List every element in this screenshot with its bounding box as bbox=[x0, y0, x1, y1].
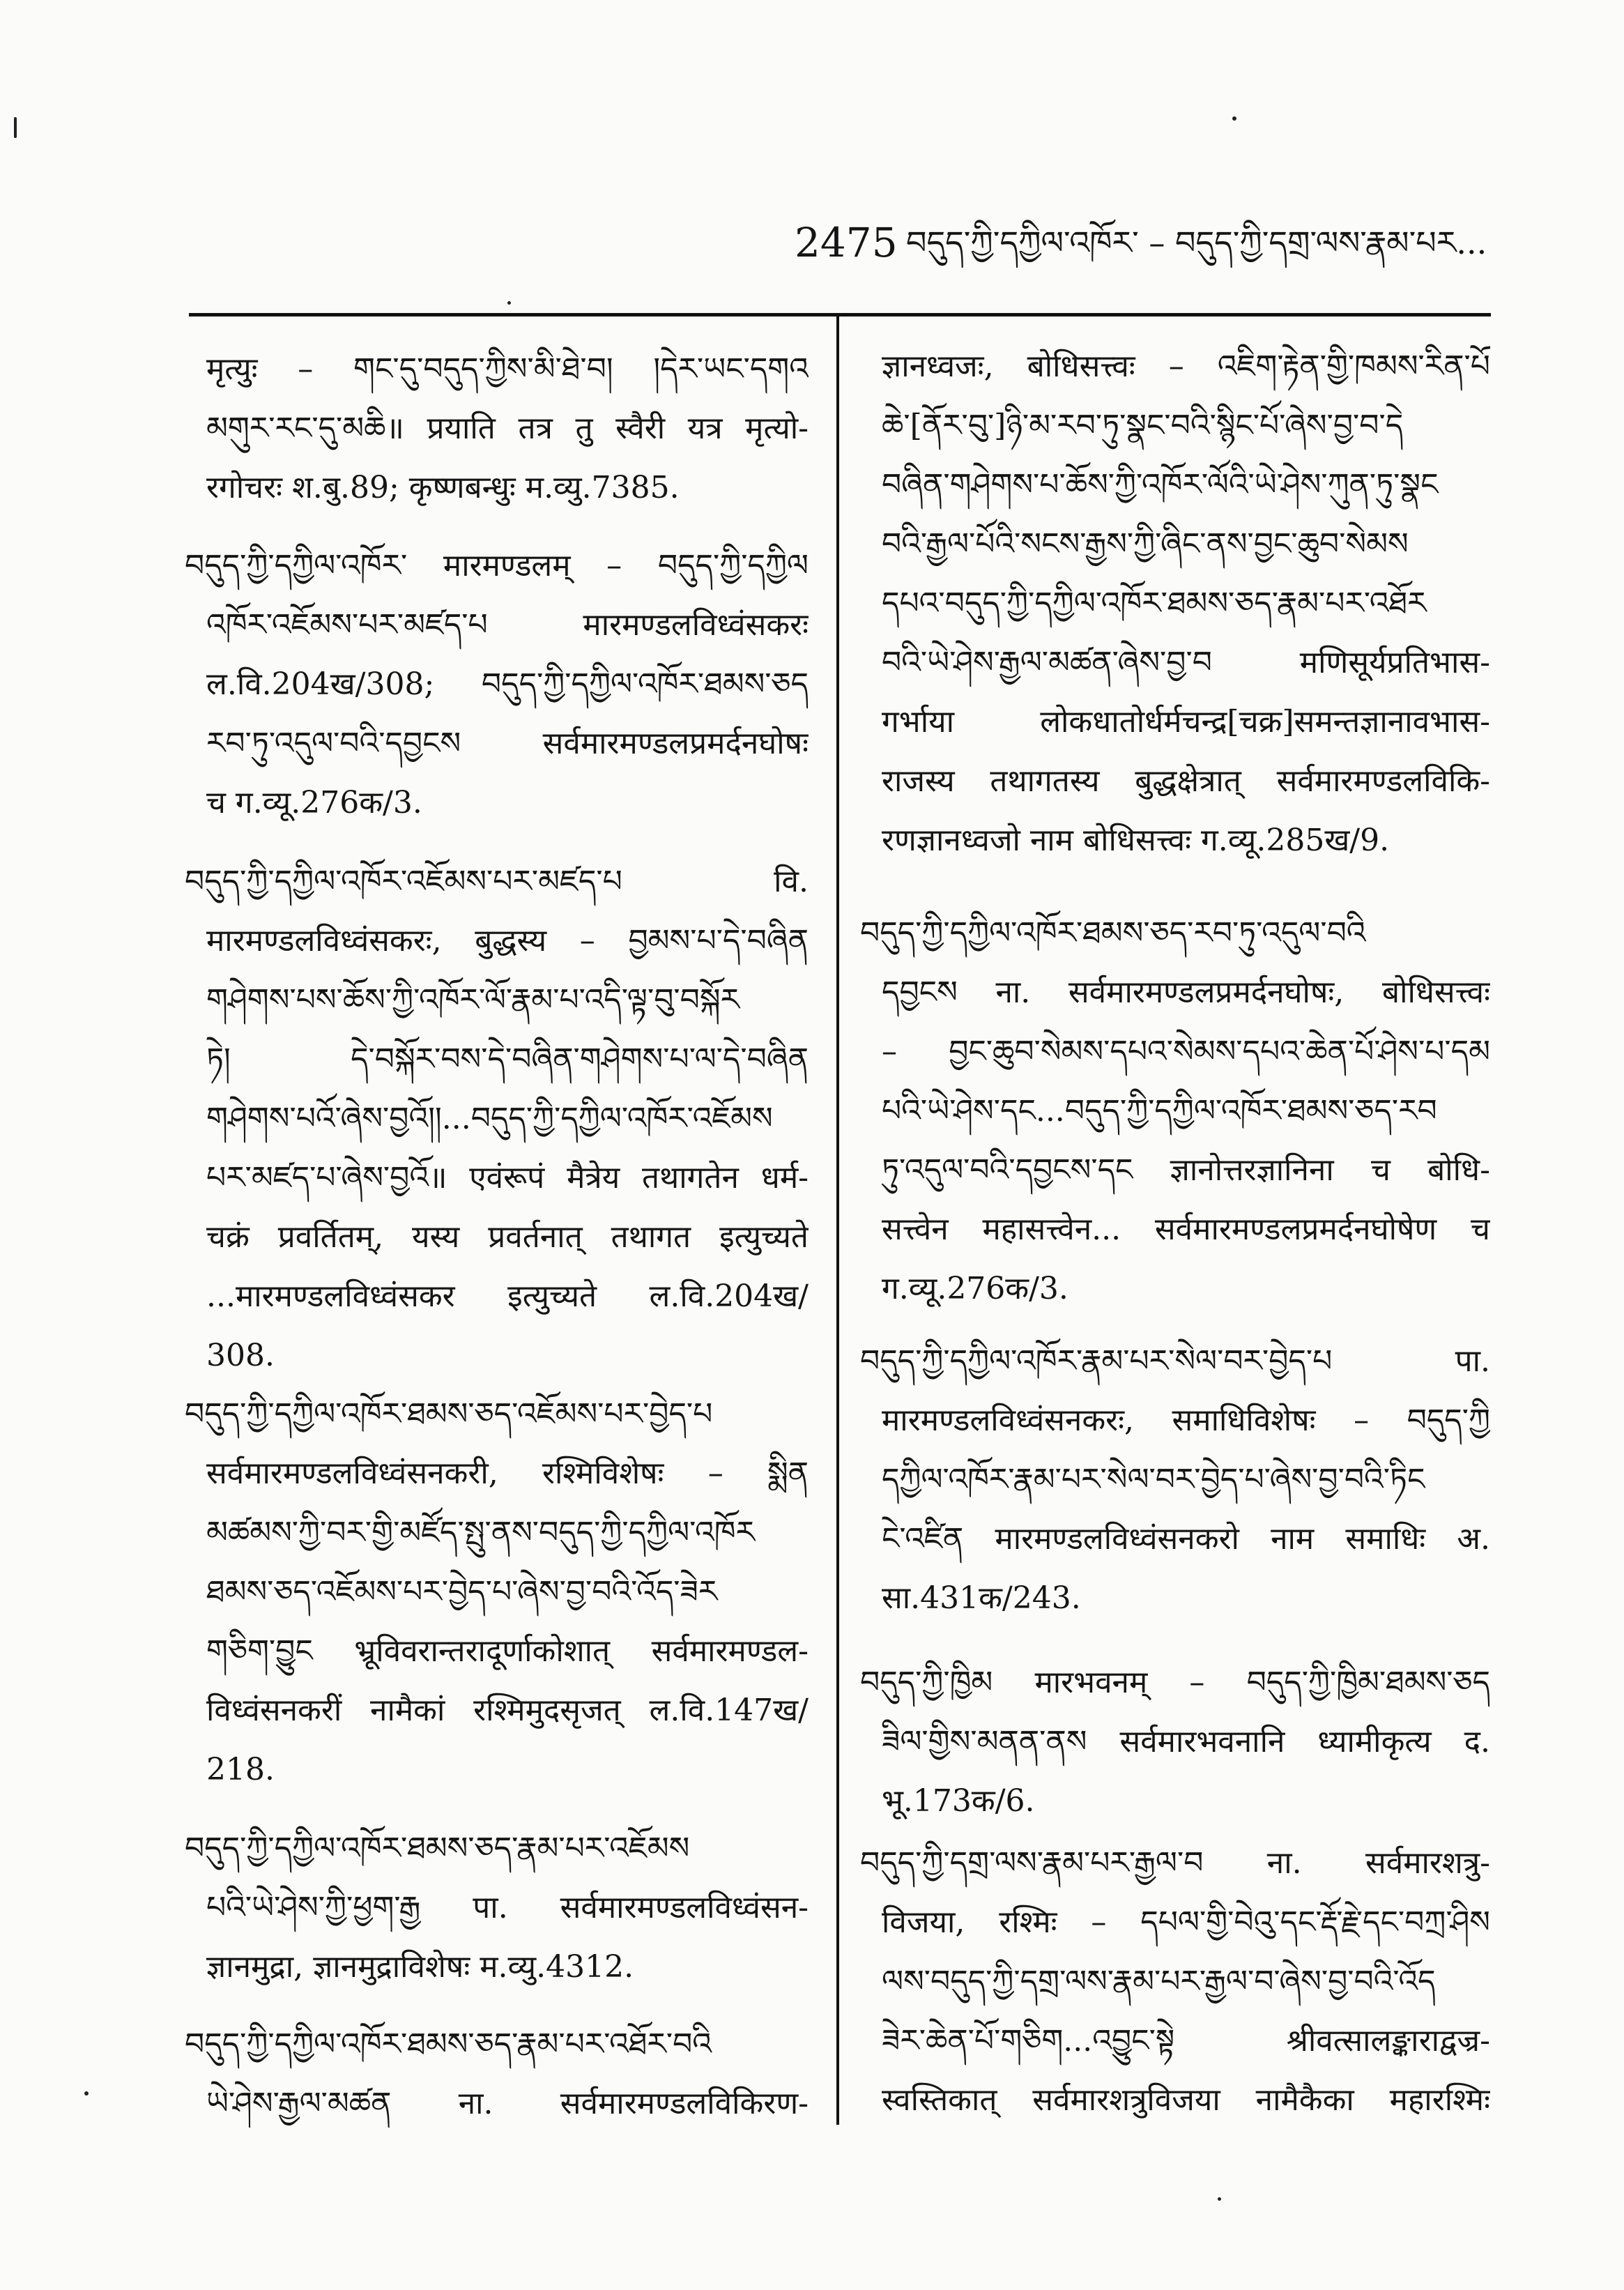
entry-line: འཁོར་འཇོམས་པར་མཛད་པ मारमण्डलविध्वंसकरः bbox=[206, 607, 809, 643]
entry-line: मारमण्डलविध्वंसनकरः, समाधिविशेषः – བདུད་ཀྱི bbox=[882, 1403, 1490, 1438]
dictionary-entry bbox=[185, 1384, 809, 1799]
entry-line: मारमण्डलविध्वंसकरः, बुद्धस्य – བྱམས་པ་དེ་བཞིན bbox=[206, 923, 809, 959]
entry-line: रणज्ञानध्वजो नाम बोधिसत्त्वः ग.व्यू.285ख/9. bbox=[882, 823, 1390, 858]
entry-line: स्वस्तिकात् सर्वमारशत्रुविजया नामैकैका महारश्मिः bbox=[882, 2082, 1490, 2118]
scan-speck bbox=[14, 117, 17, 138]
headword-line: བདུད་ཀྱི་ཁྱིམ मारभवनम् – བདུད་ཀྱི་ཁྱིམ་ཐམས་ཅད bbox=[860, 1665, 1490, 1700]
entry-line: ཏེ། དེ་བསྐོར་བས་དེ་བཞིན་གཤེགས་པ་ལ་དེ་བཞིན bbox=[206, 1041, 809, 1077]
entry-line: མགུར་རང་དུ་མཆི॥ प्रयाति तत्र तु स्वैरी यत्र मृत्यो- bbox=[206, 411, 809, 446]
column-divider bbox=[836, 314, 839, 2125]
headword-line: བདུད་ཀྱི་དཀྱིལ་འཁོར་ཐམས་ཅད་རྣམ་པར་འཇོམས bbox=[185, 1831, 690, 1866]
entry-line: विजया, रश्मिः – དཔལ་གྱི་བེའུ་དང་རྡོ་རྗེ་དང་བཀྲ་ཤིས bbox=[882, 1904, 1490, 1940]
headword-line: བདུད་ཀྱི་དཀྱིལ་འཁོར་འཇོམས་པར་མཛད་པ वि. bbox=[185, 864, 809, 899]
entry-line: रगोचरः श.बु.89; कृष्णबन्धुः म.व्यु.7385. bbox=[206, 470, 680, 505]
headword-line: བདུད་ཀྱི་དཀྱིལ་འཁོར་ཐམས་ཅད་འཇོམས་པར་བྱེད་པ bbox=[185, 1396, 713, 1432]
entry-line: ངེ་འཛིན मारमण्डलविध्वंसनकरो नाम समाधिः अ. bbox=[882, 1521, 1490, 1557]
entry-line: པར་མཛད་པ་ཞེས་བྱའོ॥ एवंरूपं मैत्रेय तथागतेन धर्म- bbox=[206, 1160, 809, 1196]
entry-line: ཟེར་ཆེན་པོ་གཅིག...འབྱུང་སྟེ श्रीवत्सालङ्काराद्वज्र- bbox=[882, 2023, 1490, 2059]
entry-line: ཆེ་[ནོར་བུ་]ཉི་མ་རབ་ཏུ་སྣང་བའི་སྙིང་པོ་ཞེས་བྱ་བ་དེ bbox=[882, 408, 1404, 443]
entry-line: ग.व्यू.276क/3. bbox=[882, 1271, 1068, 1306]
entry-line: བཞིན་གཤེགས་པ་ཆོས་ཀྱི་འཁོར་ལོའི་ཡེ་ཤེས་ཀུན་ཏུ་སྣང bbox=[882, 467, 1439, 503]
entry-line: ...मारमण्डलविध्वंसकर इत्युच्यते ल.वि.204ख/ bbox=[206, 1278, 809, 1314]
entry-line: सर्वमारमण्डलविध्वंसनकरी, रश्मिविशेषः – སྨིན bbox=[206, 1456, 809, 1491]
headword-line: བདུད་ཀྱི་དཀྱིལ་འཁོར་ཐམས་ཅད་རབ་ཏུ་འདུལ་བའི bbox=[860, 915, 1366, 951]
page-number: 2475 bbox=[795, 219, 898, 266]
dictionary-entry bbox=[860, 1331, 1490, 1628]
entry-line: सत्त्वेन महासत्त्वेन... सर्वमारमण्डलप्रमर्दनघोषेण च bbox=[882, 1212, 1490, 1247]
dictionary-entry bbox=[185, 536, 809, 832]
entry-line: དཀྱིལ་འཁོར་རྣམ་པར་སེལ་བར་བྱེད་པ་ཞེས་བྱ་བའི་ཏིང bbox=[882, 1462, 1425, 1497]
entry-line: པའི་ཡེ་ཤེས་དང...བདུད་ཀྱི་དཀྱིལ་འཁོར་ཐམས་ཅད་རབ bbox=[882, 1093, 1437, 1129]
entry-line: ཐམས་ཅད་འཇོམས་པར་བྱེད་པ་ཞེས་བྱ་བའི་འོད་ཟེར bbox=[206, 1574, 718, 1610]
entry-line: ཡེ་ཤེས་རྒྱལ་མཚན ना. सर्वमारमण्डलविकिरण- bbox=[206, 2086, 809, 2121]
entry-line: ज्ञानमुद्रा, ज्ञानमुद्राविशेषः म.व्यु.4312. bbox=[206, 1949, 634, 1985]
entry-line: གཤེགས་པའོ་ཞེས་བྱའོ།།...བདུད་ཀྱི་དཀྱིལ་འཁོར་འཇོམས bbox=[206, 1101, 773, 1136]
entry-line: དཔའ་བདུད་ཀྱི་དཀྱིལ་འཁོར་ཐམས་ཅད་རྣམ་པར་འཐོར bbox=[882, 586, 1427, 621]
entry-line: 218. bbox=[206, 1752, 275, 1787]
entry-line: 308. bbox=[206, 1338, 275, 1373]
entry-line: चक्रं प्रवर्तितम्, यस्य प्रवर्तनात् तथागत इत्युच्यते bbox=[206, 1219, 809, 1255]
entry-line: ཟིལ་གྱིས་མནན་ནས सर्वमारभवनानि ध्यामीकृत्य द. bbox=[882, 1724, 1490, 1760]
entry-line: सा.431क/243. bbox=[882, 1580, 1081, 1616]
entry-line: དབྱངས ना. सर्वमारमण्डलप्रमर्दनघोषः, बोधिसत्त्वः bbox=[882, 975, 1490, 1010]
entry-line: – བྱང་ཆུབ་སེམས་དཔའ་སེམས་དཔའ་ཆེན་པོ་ཤེས་པ་དམ bbox=[882, 1034, 1490, 1069]
dictionary-entry bbox=[185, 2015, 809, 2133]
dictionary-entry bbox=[185, 852, 809, 1385]
entry-line: विध्वंसनकरीं नामैकां रश्मिमुदसृजत् ल.वि.147ख/ bbox=[206, 1693, 809, 1728]
entry-line: च ग.व्यू.276क/3. bbox=[206, 785, 422, 820]
headword-line: བདུད་ཀྱི་དཀྱིལ་འཁོར་རྣམ་པར་སེལ་བར་བྱེད་པ पा. bbox=[860, 1343, 1490, 1379]
entry-line: भू.173क/6. bbox=[882, 1783, 1035, 1819]
dictionary-entry bbox=[860, 903, 1490, 1318]
dictionary-entry bbox=[860, 1653, 1490, 1831]
dictionary-entry bbox=[860, 337, 1490, 870]
headword-line: བདུད་ཀྱི་དཀྱིལ་འཁོར་ཐམས་ཅད་རྣམ་པར་འཐོར་བའི bbox=[185, 2026, 712, 2062]
entry-line: བའི་རྒྱལ་པོའི་སངས་རྒྱས་ཀྱི་ཞིང་ནས་བྱང་ཆུབ་སེམས bbox=[882, 526, 1409, 562]
dictionary-entry bbox=[185, 339, 809, 517]
headword-line: བདུད་ཀྱི་དཀྱིལ་འཁོར་ मारमण्डलम् – བདུད་ཀྱི་དཀྱིལ bbox=[185, 548, 809, 583]
entry-line: ཏུ་འདུལ་བའི་དབྱངས་དང ज्ञानोत्तरज्ञानिना च बोधि- bbox=[882, 1152, 1490, 1188]
entry-line: མཚམས་ཀྱི་བར་གྱི་མཛོད་སྤུ་ནས་བདུད་ཀྱི་དཀྱིལ་འཁོར bbox=[206, 1515, 755, 1550]
entry-line: ज्ञानध्वजः, बोधिसत्त्वः – འཇིག་རྟེན་གྱི་ཁམས་རིན་པོ bbox=[882, 349, 1490, 384]
entry-line: པའི་ཡེ་ཤེས་ཀྱི་ཕྱག་རྒྱ पा. सर्वमारमण्डलविध्वंसन- bbox=[206, 1890, 809, 1925]
left-column bbox=[185, 0, 809, 2290]
dictionary-entry bbox=[860, 1833, 1490, 2130]
entry-line: རབ་ཏུ་འདུལ་བའི་དབྱངས सर्वमारमण्डलप्रमर्दनघोषः bbox=[206, 726, 809, 761]
guide-words: བདུད་ཀྱི་དཀྱིལ་འཁོར་ – བདུད་ཀྱི་དགྲ་ལས་རྣམ་པར... bbox=[906, 224, 1487, 261]
entry-line: गर्भाया लोकधातोर्धर्मचन्द्र[चक्र]समन्तज्ञानावभास- bbox=[882, 704, 1490, 740]
entry-line: ལས་བདུད་ཀྱི་དགྲ་ལས་རྣམ་པར་རྒྱལ་བ་ཞེས་བྱ་བའི་འོད bbox=[882, 1964, 1436, 1999]
entry-line: ल.वि.204ख/308; བདུད་ཀྱི་དཀྱིལ་འཁོར་ཐམས་ཅད bbox=[206, 666, 809, 702]
entry-line: राजस्य तथागतस्य बुद्धक्षेत्रात् सर्वमारमण्डलविकि- bbox=[882, 763, 1490, 799]
dictionary-entry bbox=[185, 1819, 809, 1997]
entry-line: གཤེགས་པས་ཆོས་ཀྱི་འཁོར་ལོ་རྣམ་པ་འདི་ལྟ་བུ་བསྐོར bbox=[206, 982, 740, 1018]
entry-line: मृत्युः – གང་དུ་བདུད་ཀྱིས་མི་ཐེ་བ། །དེར་ཡང་དགའ bbox=[206, 351, 809, 387]
right-column bbox=[860, 0, 1490, 2290]
scan-speck bbox=[84, 2091, 89, 2096]
headword-line: བདུད་ཀྱི་དགྲ་ལས་རྣམ་པར་རྒྱལ་བ ना. सर्वमारशत्रु- bbox=[860, 1845, 1490, 1881]
entry-line: བའི་ཡེ་ཤེས་རྒྱལ་མཚན་ཞེས་བྱ་བ मणिसूर्यप्रतिभास- bbox=[882, 645, 1490, 680]
entry-line: གཅིག་བྱུང भ्रूविवरान्तरादूर्णाकोशात् सर्वमारमण्डल- bbox=[206, 1633, 809, 1669]
